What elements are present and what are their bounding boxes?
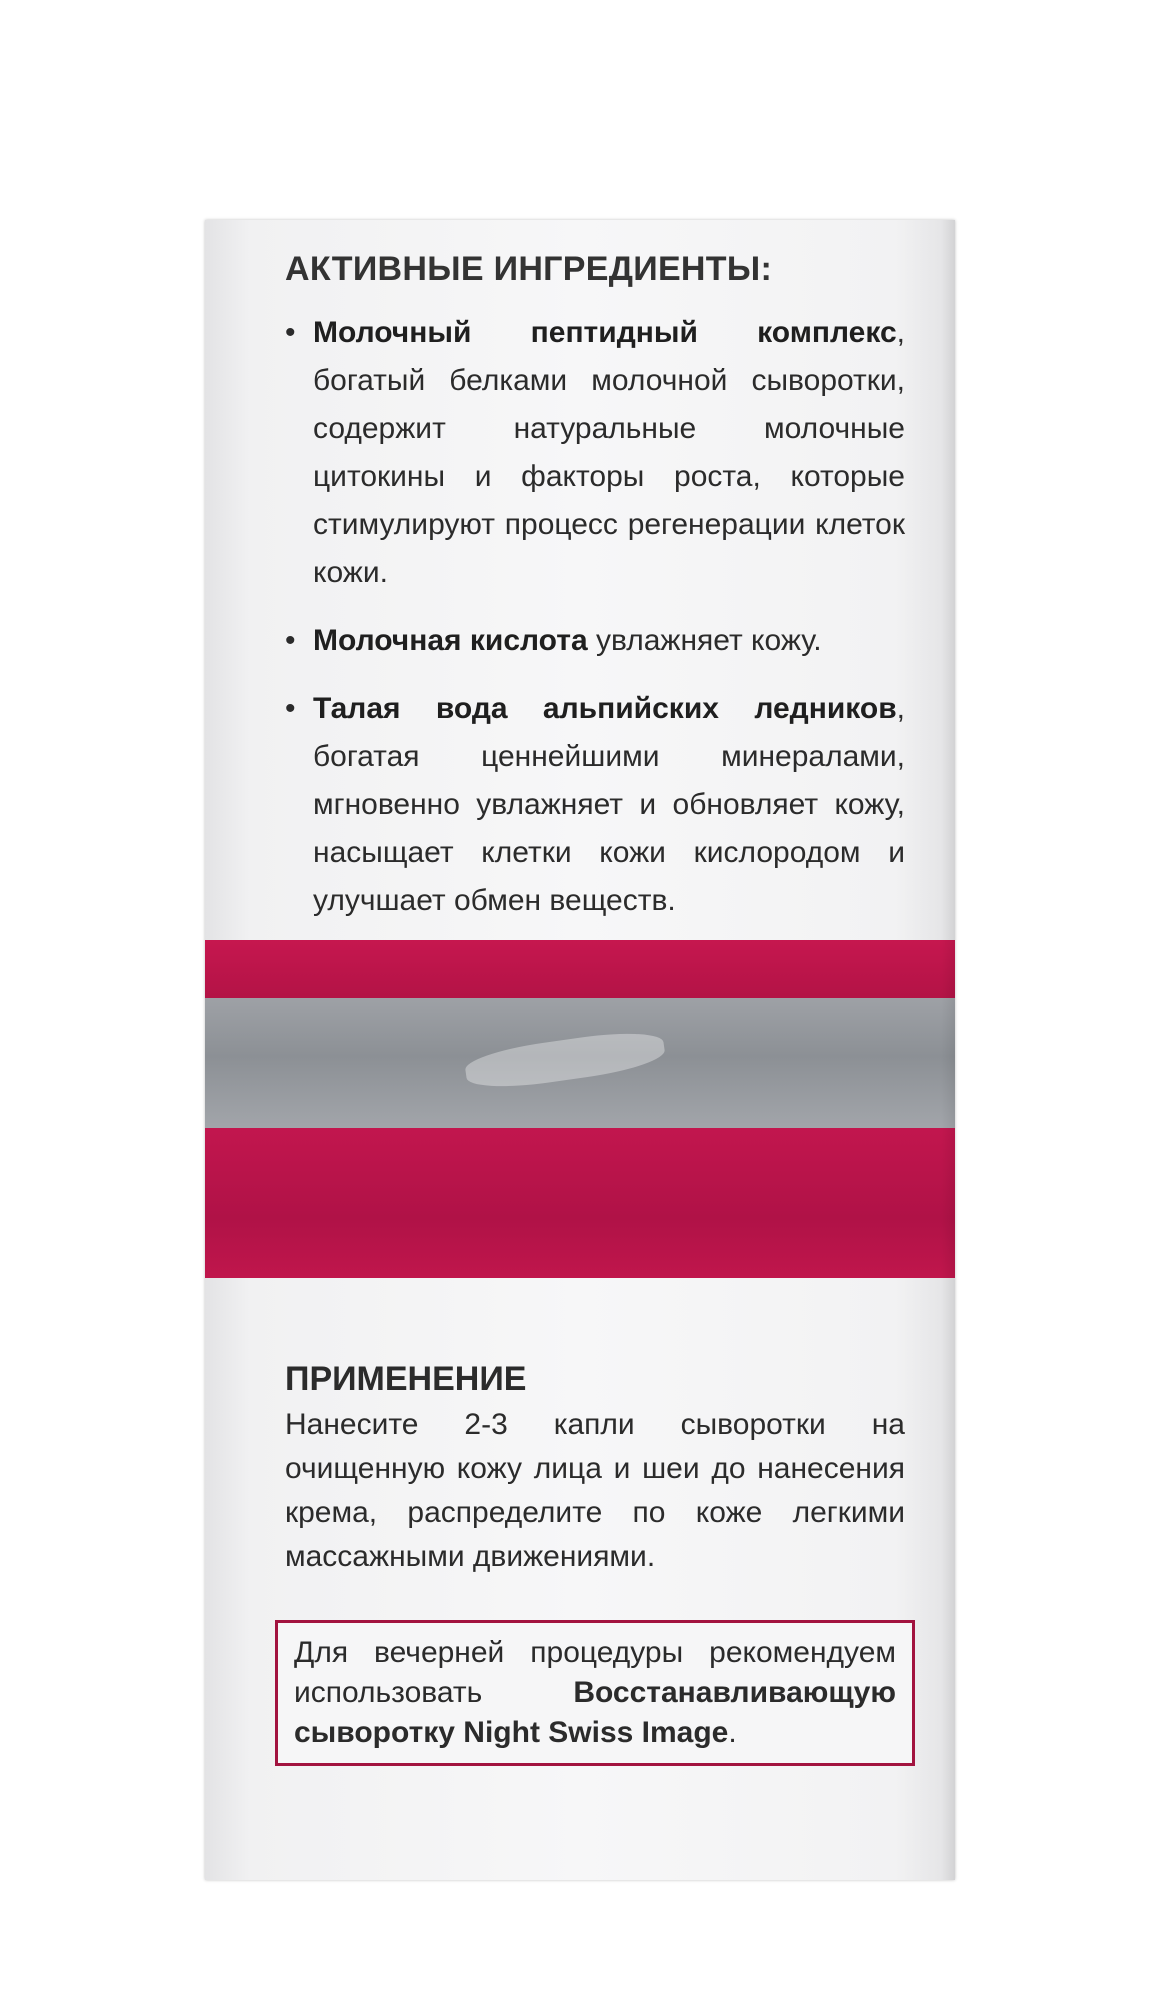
ingredient-item [285,309,905,597]
note-product-name: Восстанавливающую сыворотку Night Swiss Image [294,1676,896,1749]
ingredients-heading: АКТИВНЫЕ ИНГРЕДИЕНТЫ: [285,250,773,288]
ingredient-description: , богатая ценнейшими минералами, мгновенно увлажняет и обновляет кожу, насыщает клетки кожи кислородом и улучшает обмен веществ. [313,692,905,917]
ingredient-name: Молочная кислота [313,624,588,657]
product-box [205,220,955,1880]
ingredient-item [285,617,905,665]
usage-title: ПРИМЕНЕНИЕ [285,1360,527,1398]
note-end: . [728,1716,737,1749]
ingredients-section [285,250,905,945]
usage-text: Нанесите 2-3 капли сыворотки на очищенную кожу лица и шеи до нанесения крема, распределите по коже легкими массажными движениями. [285,1408,905,1573]
ingredient-name: Талая вода альпийских ледников [313,692,897,725]
magenta-band-bottom [205,1128,955,1278]
ingredient-description: , богатый белками молочной сыворотки, содержит натуральные молочные цитокины и факторы роста, которые стимулируют процесс регенерации клеток кожи. [313,316,905,589]
recommendation-note [275,1620,915,1766]
note-text: Для вечерней процедуры рекомендуем использовать [294,1636,896,1709]
ingredient-description: увлажняет кожу. [587,624,822,657]
usage-section [285,1360,905,1579]
magenta-band-top [205,940,955,998]
ingredient-item [285,685,905,925]
ingredient-name: Молочный пептидный комплекс [313,316,897,349]
